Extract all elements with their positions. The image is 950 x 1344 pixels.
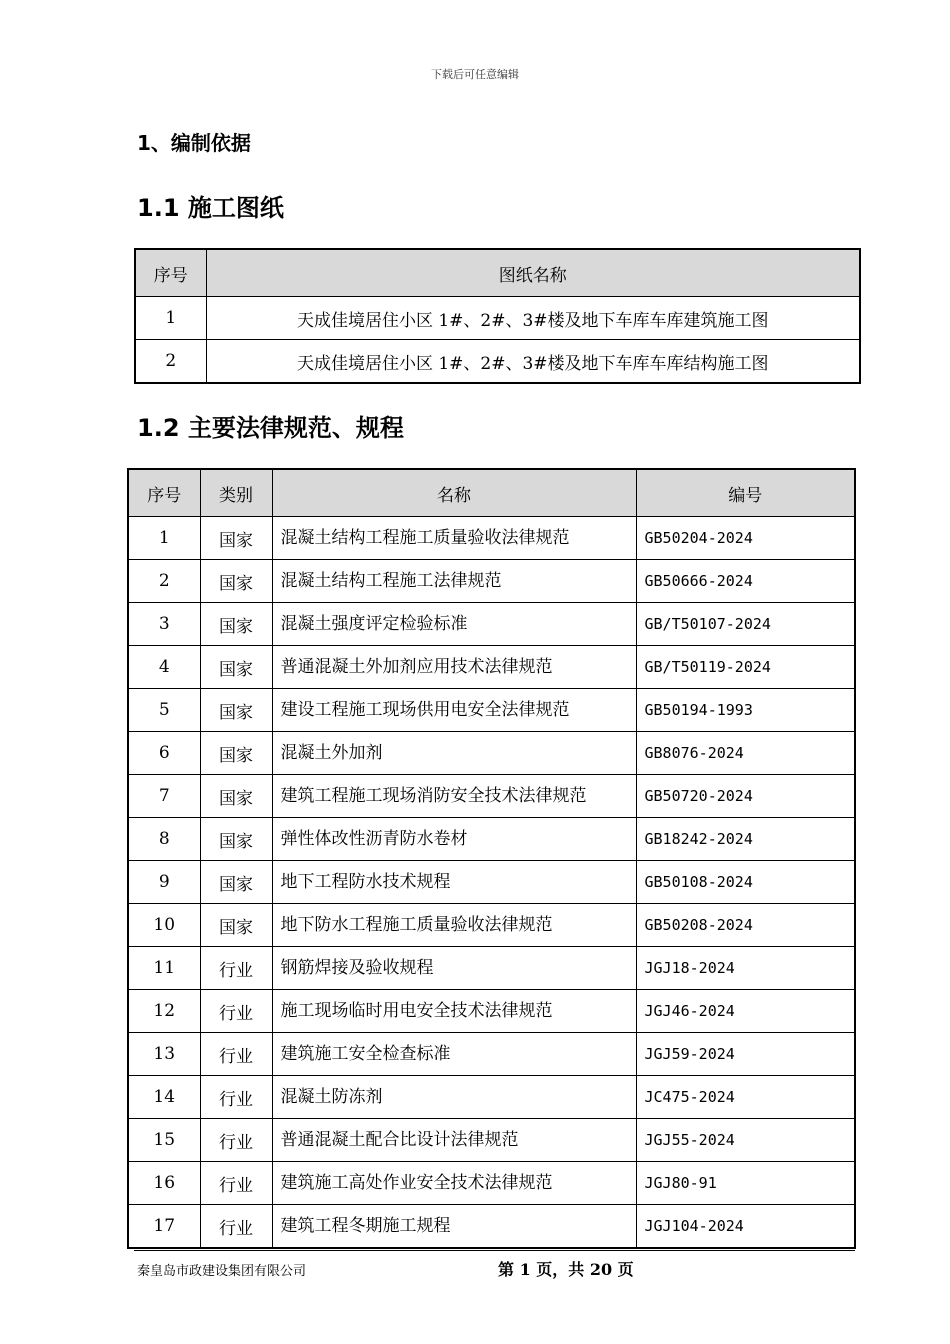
- name-cell: 钢筋焊接及验收规程: [272, 947, 636, 990]
- footer-company: 秦皇岛市政建设集团有限公司: [137, 1264, 307, 1279]
- index-cell: 9: [128, 861, 200, 904]
- code-cell: JGJ59-2024: [636, 1033, 855, 1076]
- table-row: [128, 646, 855, 689]
- code-cell: GB50204-2024: [636, 517, 855, 560]
- name-cell: 混凝土强度评定检验标准: [272, 603, 636, 646]
- index-cell: 3: [128, 603, 200, 646]
- code-cell: JGJ18-2024: [636, 947, 855, 990]
- standards-table: [127, 468, 856, 1249]
- column-header-index: 序号: [135, 249, 206, 297]
- table-row: [128, 517, 855, 560]
- index-cell: 8: [128, 818, 200, 861]
- table-row: [135, 340, 860, 384]
- category-cell: 国家: [200, 861, 272, 904]
- table-row: [128, 990, 855, 1033]
- header-note: 下载后可任意编辑: [431, 68, 519, 81]
- index-cell: 10: [128, 904, 200, 947]
- category-cell: 行业: [200, 947, 272, 990]
- section-1-heading: 1、编制依据: [137, 131, 251, 155]
- index-cell: 5: [128, 689, 200, 732]
- category-cell: 行业: [200, 1076, 272, 1119]
- index-cell: 2: [135, 340, 206, 384]
- code-cell: GB8076-2024: [636, 732, 855, 775]
- code-cell: JGJ55-2024: [636, 1119, 855, 1162]
- name-cell: 弹性体改性沥青防水卷材: [272, 818, 636, 861]
- table-row: [128, 947, 855, 990]
- category-cell: 国家: [200, 689, 272, 732]
- code-cell: GB50720-2024: [636, 775, 855, 818]
- code-cell: GB50208-2024: [636, 904, 855, 947]
- index-cell: 1: [128, 517, 200, 560]
- category-cell: 国家: [200, 775, 272, 818]
- index-cell: 2: [128, 560, 200, 603]
- category-cell: 行业: [200, 1162, 272, 1205]
- category-cell: 行业: [200, 990, 272, 1033]
- table-row: [128, 560, 855, 603]
- index-cell: 13: [128, 1033, 200, 1076]
- index-cell: 1: [135, 297, 206, 340]
- table-row: [128, 1162, 855, 1205]
- section-1-1-heading: 1.1 施工图纸: [137, 194, 284, 222]
- category-cell: 国家: [200, 904, 272, 947]
- table-row: [128, 1205, 855, 1249]
- footer-page-number: 第 1 页，共 20 页: [498, 1260, 634, 1279]
- drawings-table: [134, 248, 861, 384]
- column-header-category: 类别: [200, 469, 272, 517]
- name-cell: 混凝土防冻剂: [272, 1076, 636, 1119]
- name-cell: 普通混凝土配合比设计法律规范: [272, 1119, 636, 1162]
- name-cell: 混凝土结构工程施工质量验收法律规范: [272, 517, 636, 560]
- index-cell: 4: [128, 646, 200, 689]
- name-cell: 施工现场临时用电安全技术法律规范: [272, 990, 636, 1033]
- category-cell: 国家: [200, 646, 272, 689]
- index-cell: 17: [128, 1205, 200, 1249]
- category-cell: 国家: [200, 732, 272, 775]
- name-cell: 建筑工程施工现场消防安全技术法律规范: [272, 775, 636, 818]
- name-cell: 混凝土外加剂: [272, 732, 636, 775]
- category-cell: 国家: [200, 603, 272, 646]
- index-cell: 7: [128, 775, 200, 818]
- category-cell: 行业: [200, 1205, 272, 1249]
- table-row: [128, 689, 855, 732]
- index-cell: 11: [128, 947, 200, 990]
- index-cell: 6: [128, 732, 200, 775]
- table-row: [128, 1033, 855, 1076]
- table-row: [128, 861, 855, 904]
- index-cell: 16: [128, 1162, 200, 1205]
- category-cell: 行业: [200, 1033, 272, 1076]
- table-row: [128, 1076, 855, 1119]
- code-cell: GB50108-2024: [636, 861, 855, 904]
- name-cell: 普通混凝土外加剂应用技术法律规范: [272, 646, 636, 689]
- code-cell: JC475-2024: [636, 1076, 855, 1119]
- column-header-code: 编号: [636, 469, 855, 517]
- category-cell: 国家: [200, 517, 272, 560]
- code-cell: GB/T50107-2024: [636, 603, 855, 646]
- code-cell: GB50194-1993: [636, 689, 855, 732]
- code-cell: GB18242-2024: [636, 818, 855, 861]
- name-cell: 建筑施工安全检查标准: [272, 1033, 636, 1076]
- footer-divider: [134, 1250, 855, 1251]
- name-cell: 建设工程施工现场供用电安全法律规范: [272, 689, 636, 732]
- category-cell: 行业: [200, 1119, 272, 1162]
- category-cell: 国家: [200, 818, 272, 861]
- table-row: [128, 603, 855, 646]
- table-row: [128, 818, 855, 861]
- column-header-drawing-name: 图纸名称: [206, 249, 860, 297]
- drawing-name-cell: 天成佳境居住小区 1#、2#、3#楼及地下车库车库结构施工图: [206, 340, 860, 384]
- name-cell: 混凝土结构工程施工法律规范: [272, 560, 636, 603]
- column-header-name: 名称: [272, 469, 636, 517]
- code-cell: JGJ46-2024: [636, 990, 855, 1033]
- column-header-index: 序号: [128, 469, 200, 517]
- table-row: [128, 775, 855, 818]
- table-row: [128, 732, 855, 775]
- table-header-row: [128, 469, 855, 517]
- code-cell: JGJ80-91: [636, 1162, 855, 1205]
- category-cell: 国家: [200, 560, 272, 603]
- table-row: [128, 1119, 855, 1162]
- code-cell: GB/T50119-2024: [636, 646, 855, 689]
- table-row: [135, 297, 860, 340]
- name-cell: 建筑施工高处作业安全技术法律规范: [272, 1162, 636, 1205]
- section-1-2-heading: 1.2 主要法律规范、规程: [137, 414, 404, 442]
- drawing-name-cell: 天成佳境居住小区 1#、2#、3#楼及地下车库车库建筑施工图: [206, 297, 860, 340]
- name-cell: 地下工程防水技术规程: [272, 861, 636, 904]
- index-cell: 15: [128, 1119, 200, 1162]
- code-cell: JGJ104-2024: [636, 1205, 855, 1249]
- index-cell: 14: [128, 1076, 200, 1119]
- table-header-row: [135, 249, 860, 297]
- table-row: [128, 904, 855, 947]
- name-cell: 地下防水工程施工质量验收法律规范: [272, 904, 636, 947]
- name-cell: 建筑工程冬期施工规程: [272, 1205, 636, 1249]
- code-cell: GB50666-2024: [636, 560, 855, 603]
- index-cell: 12: [128, 990, 200, 1033]
